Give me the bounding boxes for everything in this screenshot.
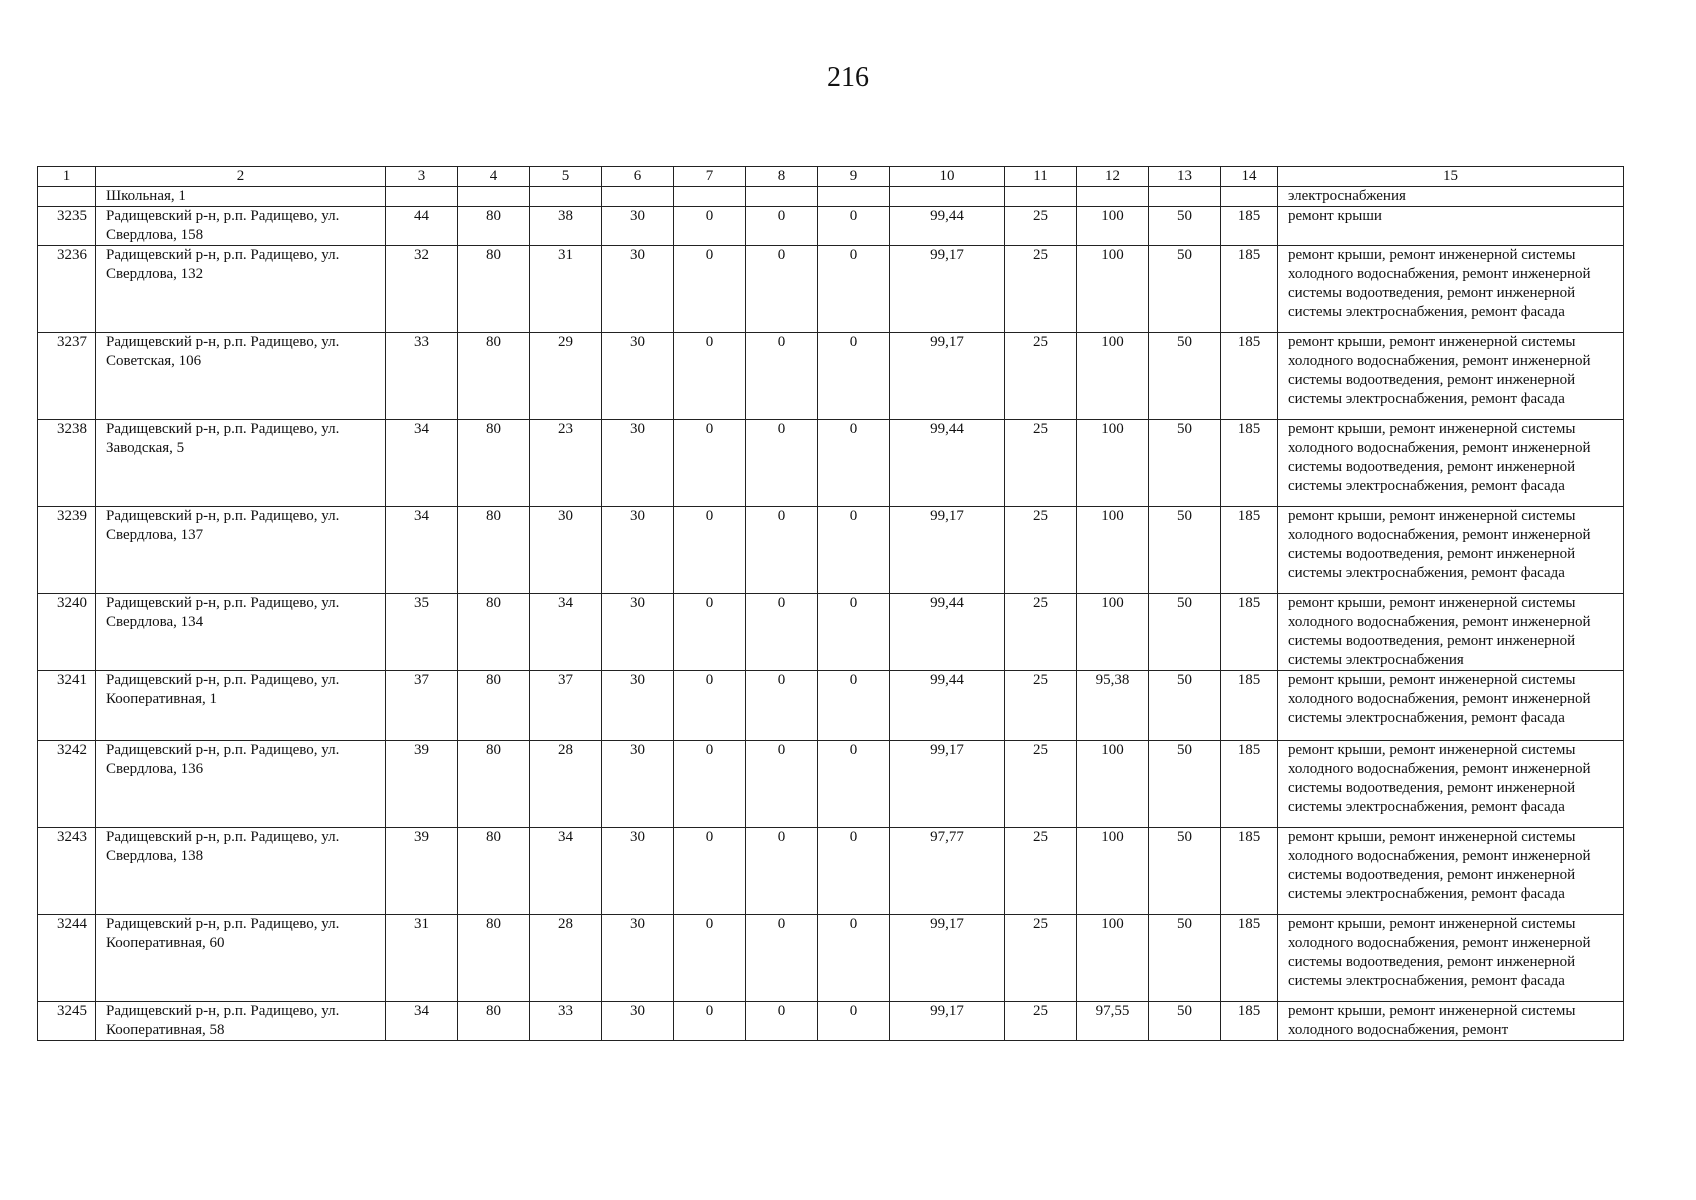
- value-cell-c3: 34: [386, 507, 458, 594]
- value-cell-c4: 80: [458, 1002, 530, 1041]
- register-table: [37, 166, 1624, 1041]
- works-cell: ремонт крыши, ремонт инженерной системы холодного водоснабжения, ремонт инженерной системы водоотведения, ремонт инженерной системы электроснабжения, ремонт фасада: [1278, 507, 1624, 594]
- works-cell: ремонт крыши: [1278, 207, 1624, 246]
- value-cell-c8: 0: [746, 333, 818, 420]
- value-cell-c8: 0: [746, 671, 818, 741]
- works-cell: ремонт крыши, ремонт инженерной системы холодного водоснабжения, ремонт инженерной системы водоотведения, ремонт инженерной системы электроснабжения, ремонт фасада: [1278, 246, 1624, 333]
- value-cell-c9: 0: [818, 333, 890, 420]
- table-row: [38, 828, 1624, 915]
- value-cell-c13: 50: [1149, 420, 1221, 507]
- value-cell-c3: 35: [386, 594, 458, 671]
- value-cell-c5: 34: [530, 828, 602, 915]
- value-cell-c11: 25: [1005, 246, 1077, 333]
- value-cell-c14: 185: [1221, 207, 1278, 246]
- value-cell-c10: 99,17: [890, 741, 1005, 828]
- works-cell: ремонт крыши, ремонт инженерной системы холодного водоснабжения, ремонт инженерной системы водоотведения, ремонт инженерной системы электроснабжения, ремонт фасада: [1278, 333, 1624, 420]
- value-cell-c8: 0: [746, 507, 818, 594]
- value-cell-c11: 25: [1005, 420, 1077, 507]
- value-cell-c10: 99,17: [890, 333, 1005, 420]
- value-cell-c12: 100: [1077, 420, 1149, 507]
- value-cell-c12: 95,38: [1077, 671, 1149, 741]
- value-cell-c5: 34: [530, 594, 602, 671]
- value-cell-c6: 30: [602, 333, 674, 420]
- value-cell-c14: 185: [1221, 741, 1278, 828]
- value-cell-c9: 0: [818, 1002, 890, 1041]
- row-number-cell: 3241: [38, 671, 96, 741]
- address-cell: Радищевский р-н, р.п. Радищево, ул. Свердлова, 134: [96, 594, 386, 671]
- value-cell-c7: 0: [674, 828, 746, 915]
- value-cell-c6: 30: [602, 915, 674, 1002]
- address-cell: Радищевский р-н, р.п. Радищево, ул. Кооперативная, 60: [96, 915, 386, 1002]
- value-cell-c9: 0: [818, 207, 890, 246]
- value-cell-c14: 185: [1221, 828, 1278, 915]
- row-number-cell: 3236: [38, 246, 96, 333]
- value-cell-c11: 25: [1005, 1002, 1077, 1041]
- table-row: [38, 420, 1624, 507]
- table-row: [38, 594, 1624, 671]
- value-cell-c10: 99,44: [890, 671, 1005, 741]
- value-cell-c9: 0: [818, 246, 890, 333]
- value-cell-c5: 38: [530, 207, 602, 246]
- column-number: 11: [1005, 167, 1077, 187]
- value-cell-c13: 50: [1149, 594, 1221, 671]
- value-cell-c3: 34: [386, 1002, 458, 1041]
- value-cell-c11: 25: [1005, 507, 1077, 594]
- column-number: 4: [458, 167, 530, 187]
- works-cell: ремонт крыши, ремонт инженерной системы холодного водоснабжения, ремонт инженерной системы водоотведения, ремонт инженерной системы электроснабжения, ремонт фасада: [1278, 828, 1624, 915]
- address-cell: Радищевский р-н, р.п. Радищево, ул. Свердлова, 137: [96, 507, 386, 594]
- page-number: 216: [827, 62, 869, 93]
- value-cell-c6: 30: [602, 207, 674, 246]
- table-row: [38, 507, 1624, 594]
- value-cell-c5: 23: [530, 420, 602, 507]
- value-cell-c6: 30: [602, 594, 674, 671]
- address-cell: Радищевский р-н, р.п. Радищево, ул. Свердлова, 138: [96, 828, 386, 915]
- value-cell-c5: 30: [530, 507, 602, 594]
- value-cell-c4: 80: [458, 207, 530, 246]
- value-cell-c6: 30: [602, 507, 674, 594]
- value-cell-c14: 185: [1221, 333, 1278, 420]
- column-number: 12: [1077, 167, 1149, 187]
- address-cell: Радищевский р-н, р.п. Радищево, ул. Свердлова, 132: [96, 246, 386, 333]
- value-cell-c8: 0: [746, 420, 818, 507]
- value-cell-c6: 30: [602, 1002, 674, 1041]
- value-cell-c13: 50: [1149, 207, 1221, 246]
- value-cell-c13: 50: [1149, 671, 1221, 741]
- value-cell-c13: 50: [1149, 507, 1221, 594]
- value-cell-c14: 185: [1221, 507, 1278, 594]
- value-cell-c14: 185: [1221, 1002, 1278, 1041]
- works-cell: ремонт крыши, ремонт инженерной системы холодного водоснабжения, ремонт: [1278, 1002, 1624, 1041]
- address-cell: Радищевский р-н, р.п. Радищево, ул. Свердлова, 136: [96, 741, 386, 828]
- value-cell-c8: 0: [746, 1002, 818, 1041]
- value-cell-c7: 0: [674, 915, 746, 1002]
- value-cell-c10: 99,44: [890, 207, 1005, 246]
- value-cell-c10: 99,17: [890, 915, 1005, 1002]
- column-number: 10: [890, 167, 1005, 187]
- value-cell-c4: 80: [458, 246, 530, 333]
- column-number: 2: [96, 167, 386, 187]
- value-cell-c8: 0: [746, 594, 818, 671]
- works-cell: ремонт крыши, ремонт инженерной системы холодного водоснабжения, ремонт инженерной системы водоотведения, ремонт инженерной системы электроснабжения, ремонт фасада: [1278, 420, 1624, 507]
- table-row: [38, 207, 1624, 246]
- value-cell-c9: 0: [818, 915, 890, 1002]
- works-cell: ремонт крыши, ремонт инженерной системы холодного водоснабжения, ремонт инженерной системы водоотведения, ремонт инженерной системы электроснабжения: [1278, 594, 1624, 671]
- value-cell-c7: 0: [674, 671, 746, 741]
- value-cell-c7: 0: [674, 507, 746, 594]
- column-number: 14: [1221, 167, 1278, 187]
- value-cell-c8: 0: [746, 741, 818, 828]
- value-cell-c5: 28: [530, 915, 602, 1002]
- value-cell-c14: 185: [1221, 594, 1278, 671]
- value-cell-c13: 50: [1149, 915, 1221, 1002]
- row-number-cell: 3240: [38, 594, 96, 671]
- table-row: [38, 1002, 1624, 1041]
- continuation-row: [38, 187, 1624, 207]
- value-cell-c4: 80: [458, 828, 530, 915]
- value-cell-c8: 0: [746, 246, 818, 333]
- value-cell-c9: 0: [818, 741, 890, 828]
- value-cell-c4: 80: [458, 594, 530, 671]
- address-cell: Радищевский р-н, р.п. Радищево, ул. Свердлова, 158: [96, 207, 386, 246]
- value-cell-c12: 100: [1077, 333, 1149, 420]
- value-cell-c14: 185: [1221, 671, 1278, 741]
- value-cell-c11: 25: [1005, 915, 1077, 1002]
- value-cell-c5: 33: [530, 1002, 602, 1041]
- value-cell-c10: 99,17: [890, 1002, 1005, 1041]
- value-cell-c7: 0: [674, 333, 746, 420]
- table-body: [38, 167, 1624, 1041]
- value-cell-c12: 100: [1077, 915, 1149, 1002]
- value-cell-c3: 37: [386, 671, 458, 741]
- value-cell-c3: 34: [386, 420, 458, 507]
- value-cell-c3: 39: [386, 828, 458, 915]
- value-cell-c14: 185: [1221, 420, 1278, 507]
- works-cell: ремонт крыши, ремонт инженерной системы холодного водоснабжения, ремонт инженерной системы электроснабжения, ремонт фасада: [1278, 671, 1624, 741]
- value-cell-c11: 25: [1005, 594, 1077, 671]
- value-cell-c14: 185: [1221, 915, 1278, 1002]
- column-number: 8: [746, 167, 818, 187]
- value-cell-c5: 31: [530, 246, 602, 333]
- row-number-cell: 3238: [38, 420, 96, 507]
- value-cell-c4: 80: [458, 420, 530, 507]
- value-cell-c3: 32: [386, 246, 458, 333]
- value-cell-c6: 30: [602, 828, 674, 915]
- value-cell-c8: 0: [746, 828, 818, 915]
- address-cell: Радищевский р-н, р.п. Радищево, ул. Советская, 106: [96, 333, 386, 420]
- value-cell-c4: 80: [458, 507, 530, 594]
- value-cell-c13: 50: [1149, 741, 1221, 828]
- value-cell-c4: 80: [458, 915, 530, 1002]
- value-cell-c11: 25: [1005, 207, 1077, 246]
- value-cell-c12: 100: [1077, 828, 1149, 915]
- value-cell-c3: 33: [386, 333, 458, 420]
- column-number: 1: [38, 167, 96, 187]
- address-cell: Школьная, 1: [96, 187, 386, 207]
- value-cell-c6: 30: [602, 420, 674, 507]
- table-row: [38, 333, 1624, 420]
- value-cell-c7: 0: [674, 741, 746, 828]
- value-cell-c10: 99,17: [890, 246, 1005, 333]
- row-number-cell: 3245: [38, 1002, 96, 1041]
- column-number: 9: [818, 167, 890, 187]
- works-cell: электроснабжения: [1278, 187, 1624, 207]
- value-cell-c5: 28: [530, 741, 602, 828]
- address-cell: Радищевский р-н, р.п. Радищево, ул. Кооперативная, 1: [96, 671, 386, 741]
- column-number: 15: [1278, 167, 1624, 187]
- row-number-cell: 3239: [38, 507, 96, 594]
- value-cell-c12: 100: [1077, 246, 1149, 333]
- table-row: [38, 741, 1624, 828]
- row-number-cell: 3237: [38, 333, 96, 420]
- value-cell-c13: 50: [1149, 333, 1221, 420]
- column-number: 5: [530, 167, 602, 187]
- column-number: 3: [386, 167, 458, 187]
- table-row: [38, 246, 1624, 333]
- value-cell-c7: 0: [674, 420, 746, 507]
- value-cell-c6: 30: [602, 671, 674, 741]
- value-cell-c7: 0: [674, 207, 746, 246]
- value-cell-c7: 0: [674, 594, 746, 671]
- value-cell-c9: 0: [818, 507, 890, 594]
- value-cell-c9: 0: [818, 828, 890, 915]
- value-cell-c12: 100: [1077, 507, 1149, 594]
- value-cell-c4: 80: [458, 741, 530, 828]
- value-cell-c12: 97,55: [1077, 1002, 1149, 1041]
- value-cell-c12: 100: [1077, 741, 1149, 828]
- value-cell-c11: 25: [1005, 741, 1077, 828]
- value-cell-c9: 0: [818, 420, 890, 507]
- works-cell: ремонт крыши, ремонт инженерной системы холодного водоснабжения, ремонт инженерной системы водоотведения, ремонт инженерной системы электроснабжения, ремонт фасада: [1278, 915, 1624, 1002]
- table-row: [38, 671, 1624, 741]
- value-cell-c11: 25: [1005, 333, 1077, 420]
- works-cell: ремонт крыши, ремонт инженерной системы холодного водоснабжения, ремонт инженерной системы водоотведения, ремонт инженерной системы электроснабжения, ремонт фасада: [1278, 741, 1624, 828]
- table-row: [38, 915, 1624, 1002]
- value-cell-c8: 0: [746, 207, 818, 246]
- value-cell-c11: 25: [1005, 671, 1077, 741]
- column-number-row: [38, 167, 1624, 187]
- row-number-cell: 3235: [38, 207, 96, 246]
- value-cell-c10: 97,77: [890, 828, 1005, 915]
- value-cell-c6: 30: [602, 246, 674, 333]
- value-cell-c8: 0: [746, 915, 818, 1002]
- value-cell-c7: 0: [674, 1002, 746, 1041]
- value-cell-c5: 29: [530, 333, 602, 420]
- value-cell-c9: 0: [818, 594, 890, 671]
- column-number: 6: [602, 167, 674, 187]
- column-number: 7: [674, 167, 746, 187]
- value-cell-c11: 25: [1005, 828, 1077, 915]
- value-cell-c3: 39: [386, 741, 458, 828]
- address-cell: Радищевский р-н, р.п. Радищево, ул. Кооперативная, 58: [96, 1002, 386, 1041]
- value-cell-c9: 0: [818, 671, 890, 741]
- value-cell-c10: 99,44: [890, 420, 1005, 507]
- value-cell-c10: 99,17: [890, 507, 1005, 594]
- value-cell-c10: 99,44: [890, 594, 1005, 671]
- row-number-cell: 3244: [38, 915, 96, 1002]
- address-cell: Радищевский р-н, р.п. Радищево, ул. Заводская, 5: [96, 420, 386, 507]
- row-number-cell: 3243: [38, 828, 96, 915]
- row-number-cell: 3242: [38, 741, 96, 828]
- value-cell-c5: 37: [530, 671, 602, 741]
- value-cell-c3: 44: [386, 207, 458, 246]
- column-number: 13: [1149, 167, 1221, 187]
- value-cell-c3: 31: [386, 915, 458, 1002]
- value-cell-c7: 0: [674, 246, 746, 333]
- value-cell-c14: 185: [1221, 246, 1278, 333]
- value-cell-c13: 50: [1149, 828, 1221, 915]
- value-cell-c12: 100: [1077, 207, 1149, 246]
- value-cell-c13: 50: [1149, 246, 1221, 333]
- value-cell-c13: 50: [1149, 1002, 1221, 1041]
- value-cell-c12: 100: [1077, 594, 1149, 671]
- value-cell-c4: 80: [458, 671, 530, 741]
- value-cell-c6: 30: [602, 741, 674, 828]
- value-cell-c4: 80: [458, 333, 530, 420]
